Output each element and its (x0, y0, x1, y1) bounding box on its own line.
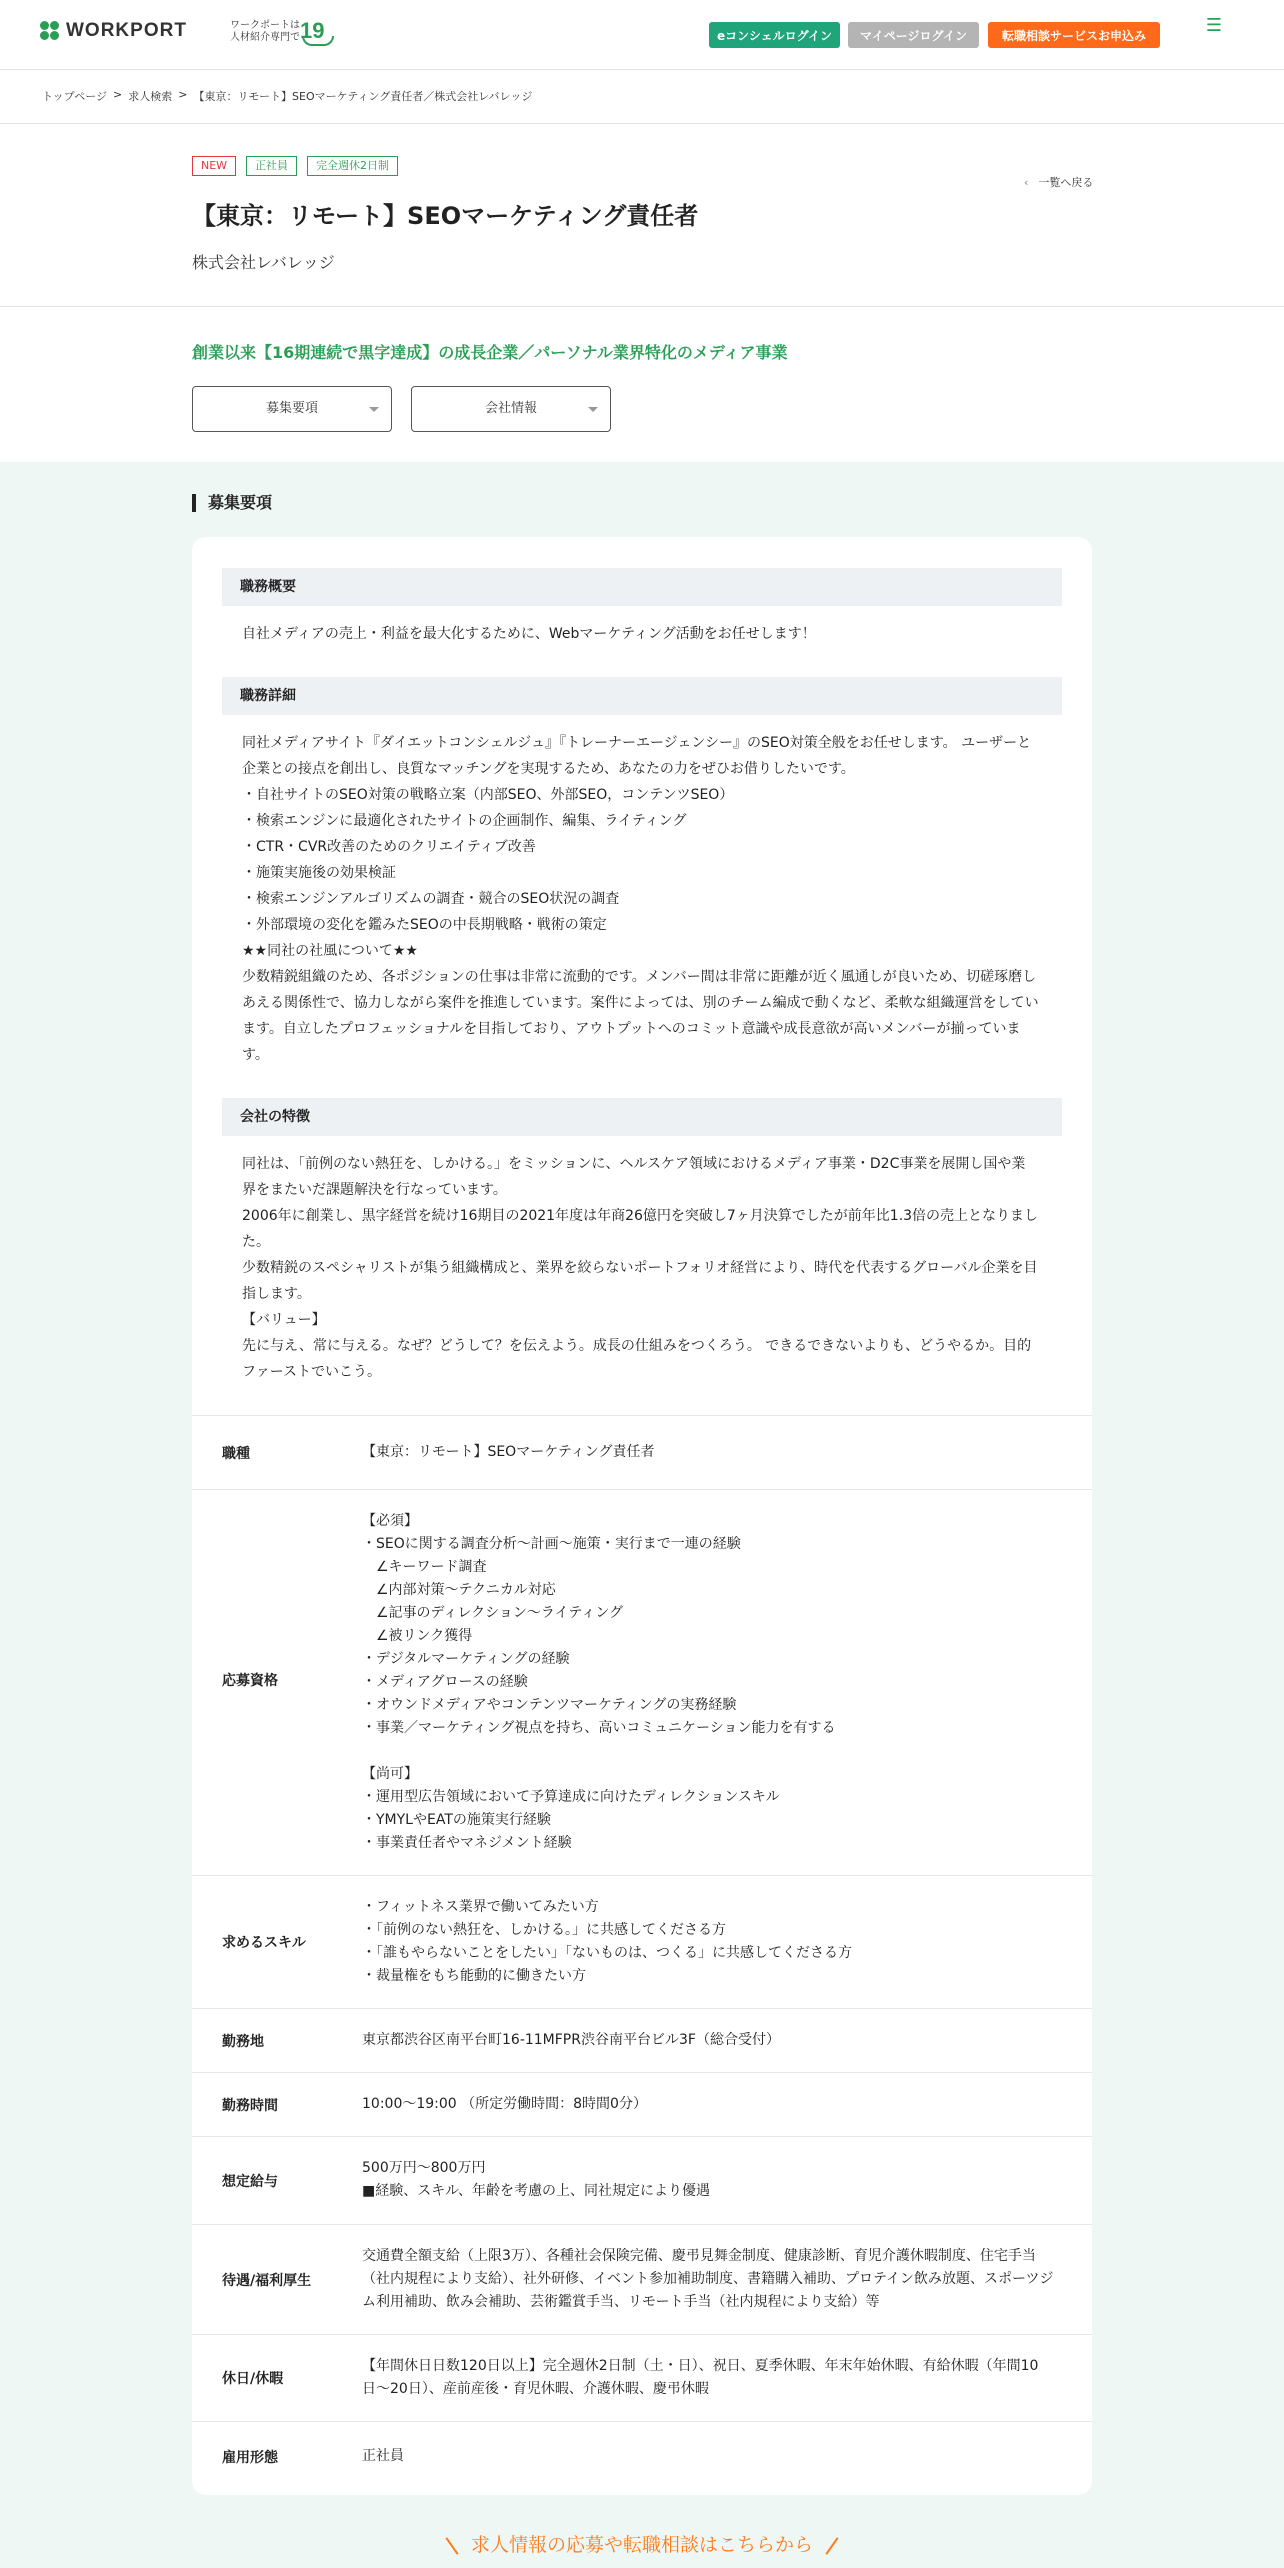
text-line: ・デジタルマーケティングの経験 (362, 1651, 570, 1667)
skills-text (362, 1896, 1062, 1988)
years-badge: 19 (300, 18, 334, 46)
holiday-badge: 完全週休2日制 (307, 156, 398, 176)
text-line: ・運用型広告領域において予算達成に向けたディレクションスキル (362, 1789, 780, 1805)
text-line: 日〜20日）、産前産後・育児休暇、介護休暇、慶弔休暇 (362, 2381, 709, 2397)
text-line: 【年間休日日数120日以上】完全週休2日制（土・日）、祝日、夏季休暇、年末年始休暇、有給休暇（年間10 (362, 2358, 1039, 2374)
company-info-dropdown[interactable]: 会社情報 (411, 386, 611, 432)
text-line: 先に与え、常に与える。なぜ？どうして？を伝えよう。成長の仕組みをつくろう。 できるできないよりも、どうやるか。目的 (242, 1338, 1032, 1354)
text-line (362, 1740, 1062, 1763)
text-line: ★★同社の社風について★★ (242, 943, 418, 959)
text-line: 【バリュー】 (242, 1312, 326, 1328)
text-line: 500万円～800万円 (362, 2160, 486, 2176)
text-line: （社内規程により支給）、社外研修、イベント参加補助制度、書籍購入補助、プロテイン飲み放題、スポーツジ (362, 2271, 1054, 2287)
text-line: 界をまたいだ課題解決を行なっています。 (242, 1182, 507, 1198)
text-line: ・検索エンジンアルゴリズムの調査・競合のSEO状況の調査 (242, 891, 620, 907)
text-line: ・事業責任者やマネジメント経験 (362, 1835, 572, 1851)
catch-copy: 創業以来【16期連続で黒字達成】の成長企業／パーソナル業界特化のメディア事業 (192, 343, 788, 362)
chevron-left-icon: ‹ (1024, 176, 1029, 189)
mypage-login-button[interactable]: マイページログイン (848, 22, 979, 48)
overview-heading: 職務概要 (222, 568, 1062, 606)
text-line: 同社は、「前例のない熱狂を、しかける。」をミッションに、ヘルスケア領域におけるメディア事業・D2C事業を展開し国や業 (242, 1156, 1026, 1172)
text-line: ム利用補助、飲み会補助、芸術鑑賞手当、リモート手当（社内規程により支給）等 (362, 2294, 880, 2310)
text-line: た。 (242, 1234, 270, 1250)
holiday-text (362, 2355, 1062, 2401)
logo-text: WORKPORT (66, 20, 187, 41)
text-line: ファーストでいこう。 (242, 1364, 382, 1380)
overview-text: 自社メディアの売上・利益を最大化するために、Webマーケティング活動をお任せします！ (242, 626, 816, 642)
text-line: ・CTR・CVR改善のためのクリエイティブ改善 (242, 839, 536, 855)
row-requirements: 応募資格 【必須】 ・SEOに関する調査分析〜計画〜施策・実行まで一連の経験 ∠キーワード調査 ∠内部対策〜テクニカル対応 ∠記事のディレクション〜ライティング ∠被リンク獲得 ・デジタルマーケティングの経験 ・メディアグロースの経験 ・オウンドメディアやコンテンツマーケティングの実務経験 ・事業／マーケティング視点を持ち、高いコミュニケーション能力を有する 【尚可】 ・運用型広告領域において予算達成に向けたディレクションスキル ・YMYLやEATの施策実行経験 ・事業責任者やマネジメント経験 (192, 1489, 1092, 1875)
text-line: ∠被リンク獲得 (362, 1628, 473, 1644)
breadcrumb-current: 【東京：リモート】SEOマーケティング責任者／株式会社レバレッジ (193, 90, 533, 103)
job-detail-card (192, 537, 1092, 2495)
text-line: ・事業／マーケティング視点を持ち、高いコミュニケーション能力を有する (362, 1720, 836, 1736)
text-line: 2006年に創業し、黒字経営を続け16期目の2021年度は年商26億円を突破し7ヶ月決算でしたが前年比1.3倍の売上となりまし (242, 1208, 1039, 1224)
text-line: ∠内部対策〜テクニカル対応 (362, 1582, 556, 1598)
row-job-type: 職種 【東京：リモート】SEOマーケティング責任者 (192, 1415, 1092, 1489)
feature-heading: 会社の特徴 (222, 1098, 1062, 1136)
text-line: ・外部環境の変化を鑑みたSEOの中長期戦略・戦術の策定 (242, 917, 607, 933)
slash-right-icon (825, 2537, 838, 2555)
text-line: ・YMYLやEATの施策実行経験 (362, 1812, 551, 1828)
chevron-down-icon (369, 407, 379, 412)
text-line: 【尚可】 (362, 1766, 418, 1782)
row-holiday: 休日/休暇 【年間休日日数120日以上】完全週休2日制（土・日）、祝日、夏季休暇、年末年始休暇、有給休暇（年間10 日〜20日）、産前産後・育児休暇、介護休暇、慶弔休暇 (192, 2334, 1092, 2421)
text-line: 【必須】 (362, 1513, 418, 1529)
slash-left-icon (445, 2537, 458, 2555)
text-line: ます。自立したプロフェッショナルを目指しており、アウトプットへのコミット意識や成長意欲が高いメンバーが揃っていま (242, 1021, 1021, 1037)
breadcrumb-search[interactable]: 求人検索 (128, 90, 173, 103)
text-line: ・自社サイトのSEO対策の戦略立案（内部SEO、外部SEO，コンテンツSEO） (242, 787, 734, 803)
text-line: あえる関係性で、協力しながら案件を推進しています。案件によっては、別のチーム編成で動くなど、柔軟な組織運営をしてい (242, 995, 1039, 1011)
row-skills: 求めるスキル ・フィットネス業界で働いてみたい方 ・「前例のない熱狂を、しかける。」に共感してくださる方 ・「誰もやらないことをしたい」「ないものは、つくる」に共感してくださる方 ・裁量権をもち能動的に働きたい方 (192, 1875, 1092, 2008)
row-salary: 想定給与 500万円～800万円 ■経験、スキル、年齢を考慮の上、同社規定により優遇 (192, 2136, 1092, 2224)
feature-text (242, 1151, 1042, 1385)
chevron-down-icon (588, 407, 598, 412)
text-line: 企業との接点を創出し、良質なマッチングを実現するため、あなたの力をぜひお借りしたいです。 (242, 761, 855, 777)
job-title: 【東京：リモート】SEOマーケティング責任者 (192, 202, 699, 230)
detail-text (242, 730, 1042, 1068)
text-line: す。 (242, 1047, 269, 1063)
text-line: ■経験、スキル、年齢を考慮の上、同社規定により優遇 (362, 2183, 710, 2199)
text-line: ・「前例のない熱狂を、しかける。」に共感してくださる方 (362, 1922, 726, 1938)
row-welfare: 待遇/福利厚生 交通費全額支給（上限3万）、各種社会保険完備、慶弔見舞金制度、健康診断、育児介護休暇制度、住宅手当 （社内規程により支給）、社外研修、イベント参加補助制度、書籍購入補助、プロテイン飲み放題、スポーツジ ム利用補助、飲み会補助、芸術鑑賞手当、リモート手当（社内規程により支給）等 (192, 2224, 1092, 2334)
text-line: ・SEOに関する調査分析〜計画〜施策・実行まで一連の経験 (362, 1536, 741, 1552)
text-line: ∠記事のディレクション〜ライティング (362, 1605, 624, 1621)
breadcrumb: トップページ > 求人検索 > 【東京：リモート】SEOマーケティング責任者／株式会社レバレッジ (42, 88, 533, 103)
text-line: ・メディアグロースの経験 (362, 1674, 528, 1690)
text-line: ・検索エンジンに最適化されたサイトの企画制作、編集、ライティング (242, 813, 687, 829)
company-name: 株式会社レバレッジ (192, 253, 335, 272)
text-line: ・フィットネス業界で働いてみたい方 (362, 1899, 599, 1915)
salary-text (362, 2157, 1062, 2203)
row-employment: 雇用形態 正社員 (192, 2421, 1092, 2495)
back-to-list-link[interactable]: ‹ 一覧へ戻る (1024, 176, 1094, 189)
tagline: ワークポートは 人材紹介専門で (230, 20, 300, 43)
text-line: ∠キーワード調査 (362, 1559, 487, 1575)
text-line: ・「誰もやらないことをしたい」「ないものは、つくる」に共感してくださる方 (362, 1945, 852, 1961)
text-line: 指します。 (242, 1286, 311, 1302)
clover-icon (40, 21, 60, 41)
detail-heading: 職務詳細 (222, 677, 1062, 715)
row-location: 勤務地 東京都渋谷区南平台町16-11MFPR渋谷南平台ビル3F（総合受付） (192, 2008, 1092, 2072)
requirements-dropdown[interactable]: 募集要項 (192, 386, 392, 432)
hamburger-menu-icon[interactable]: ☰ (1205, 15, 1223, 36)
site-header (0, 0, 1284, 70)
breadcrumb-top[interactable]: トップページ (42, 90, 108, 103)
section-title: 募集要項 (192, 494, 272, 512)
text-line: 少数精鋭のスペシャリストが集う組織構成と、業界を絞らないポートフォリオ経営により、時代を代表するグローバル企業を目 (242, 1260, 1038, 1276)
text-line: 同社メディアサイト『ダイエットコンシェルジュ』『トレーナーエージェンシー』のSEO対策全般をお任せします。 ユーザーと (242, 735, 1032, 751)
text-line: 交通費全額支給（上限3万）、各種社会保険完備、慶弔見舞金制度、健康診断、育児介護休暇制度、住宅手当 (362, 2248, 1036, 2264)
econcierge-login-button[interactable]: eコンシェルログイン (709, 22, 840, 48)
text-line: ・施策実施後の効果検証 (242, 865, 396, 881)
requirements-text (362, 1510, 1062, 1855)
text-line: ・オウンドメディアやコンテンツマーケティングの実務経験 (362, 1697, 737, 1713)
welfare-text (362, 2245, 1062, 2314)
new-badge: NEW (192, 156, 236, 176)
row-hours: 勤務時間 10:00〜19:00 （所定労働時間：8時間0分） (192, 2072, 1092, 2136)
text-line: ・裁量権をもち能動的に働きたい方 (362, 1968, 586, 1984)
contact-cta[interactable]: 求人情報の応募や転職相談はこちらから (0, 2530, 1284, 2557)
job-tags (192, 156, 398, 176)
text-line: 少数精鋭組織のため、各ポジションの仕事は非常に流動的です。メンバー間は非常に距離が近く風通しが良いため、切磋琢磨し (242, 969, 1037, 985)
workport-logo[interactable] (40, 16, 187, 46)
employment-badge: 正社員 (246, 156, 297, 176)
career-consult-apply-button[interactable]: 転職相談サービスお申込み (988, 22, 1160, 48)
